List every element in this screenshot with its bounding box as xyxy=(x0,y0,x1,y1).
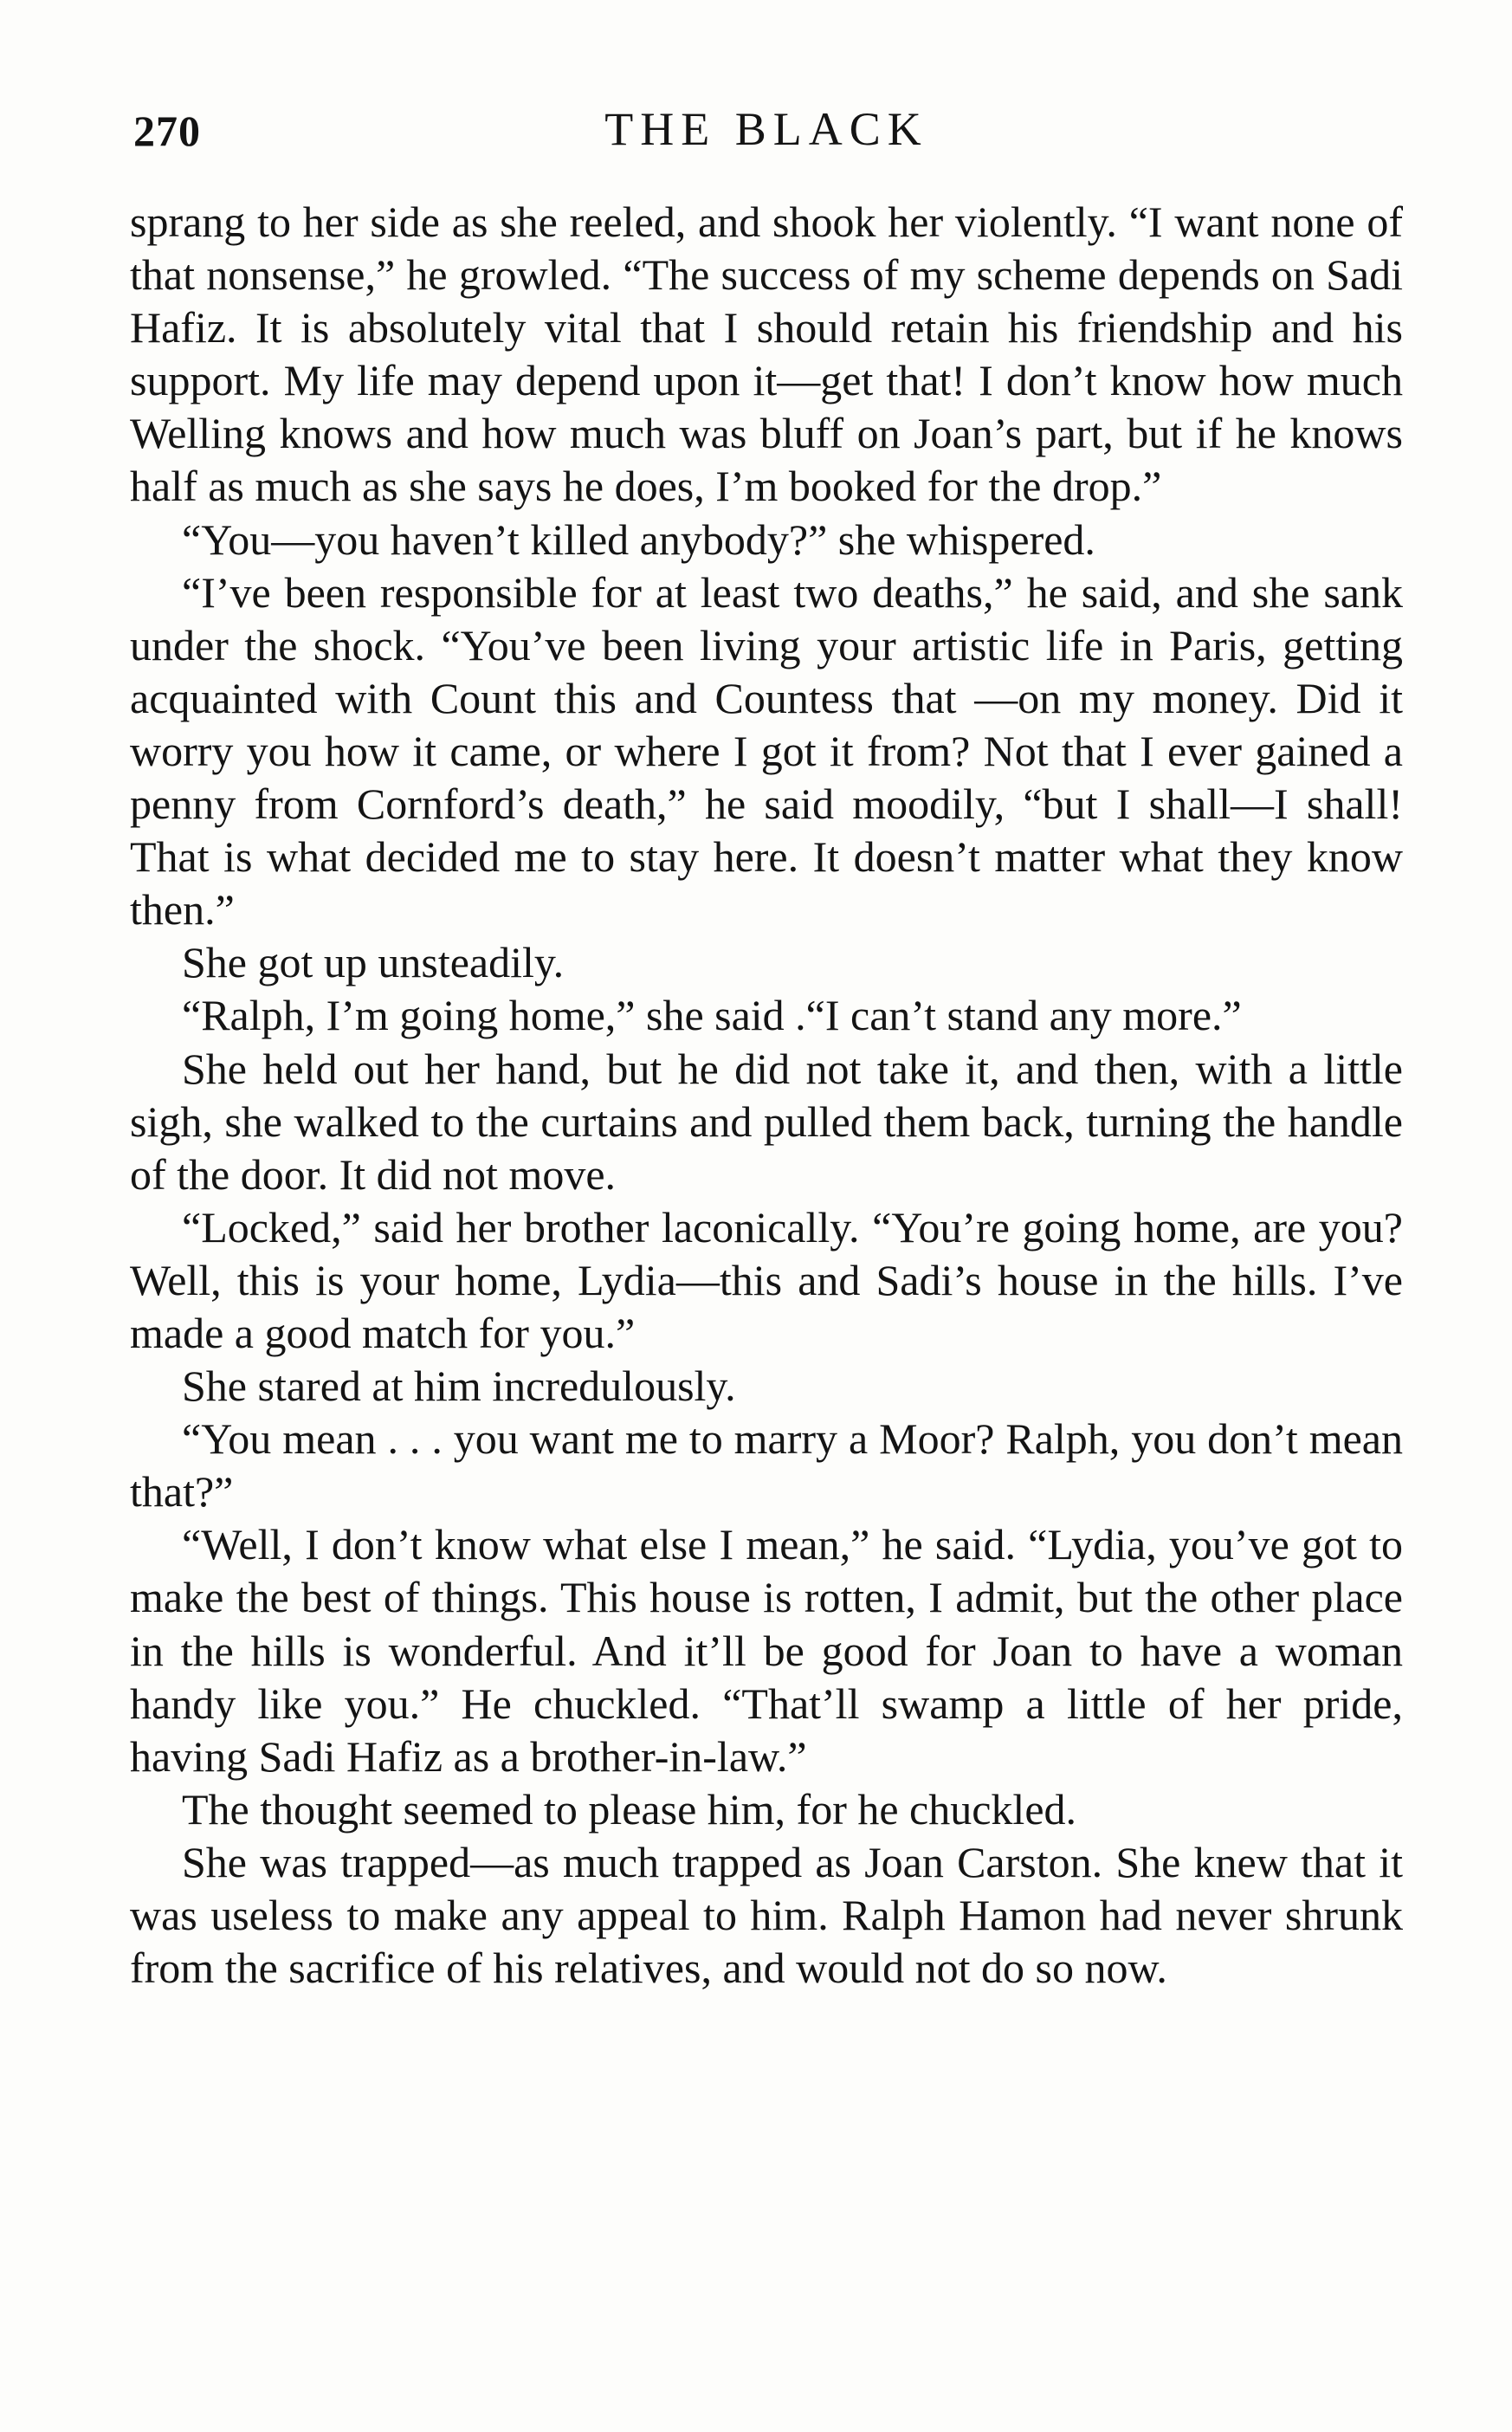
paragraph-6: She held out her hand, but he did not take it, and then, with a little sigh, she walked to the curtains and pulled them back, turning the handle of the door. It did not move. xyxy=(130,1044,1403,1199)
paragraph-2: “You—you haven’t killed anybody?” she whispered. xyxy=(182,514,1095,564)
running-title: THE BLACK xyxy=(604,103,928,155)
paragraph-7: “Locked,” said her brother laconically. “You’re going home, are you? Well, this is your home, Lydia—this and Sadi’s house in the hills. I’ve made a good match for you.” xyxy=(130,1202,1403,1357)
body-text xyxy=(130,196,1403,1995)
paragraph-4: She got up unsteadily. xyxy=(182,938,565,987)
paragraph-5: “Ralph, I’m going home,” she said .“I can’t stand any more.” xyxy=(182,991,1242,1040)
paragraph-9: “You mean . . . you want me to marry a Moor? Ralph, you don’t mean that?” xyxy=(130,1414,1403,1517)
paragraph-8: She stared at him incredulously. xyxy=(182,1362,736,1411)
paragraph-10: “Well, I don’t know what else I mean,” he said. “Lydia, you’ve got to make the best of things. This house is rotten, I admit, but the other place in the hills is wonderful. And it’ll be good for Joan to have a woman handy like you.” He chuckled. “That’ll swamp a little of her pride, having Sadi Hafiz as a brother-in-law.” xyxy=(130,1520,1403,1781)
paragraph-3: “I’ve been responsible for at least two deaths,” he said, and she sank under the shock. “You’ve been living your artistic life in Paris, getting acquainted with Count this and Countess that —on my money. Did it worry you how it came, or where I got it from? Not that I ever gained a penny from Cornford’s death,” he said moodily, “but I shall—I shall! That is what decided me to stay here. It doesn’t matter what they know then.” xyxy=(130,567,1403,935)
book-page xyxy=(130,87,1403,1995)
paragraph-12: She was trapped—as much trapped as Joan Carston. She knew that it was useless to make any appeal to him. Ralph Hamon had never shrunk from the sacrifice of his relatives, and would not do so now. xyxy=(130,1837,1403,1993)
page-header xyxy=(130,87,1403,165)
paragraph-1: sprang to her side as she reeled, and shook her violently. “I want none of that nonsense,” he growled. “The success of my scheme depends on Sadi Hafiz. It is absolutely vital that I should retain his friendship and his support. My life may depend upon it—get that! I don’t know how much Welling knows and how much was bluff on Joan’s part, but if he knows half as much as she says he does, I’m booked for the drop.” xyxy=(130,197,1403,511)
paragraph-11: The thought seemed to please him, for he chuckled. xyxy=(182,1784,1077,1834)
page-number: 270 xyxy=(133,107,201,155)
